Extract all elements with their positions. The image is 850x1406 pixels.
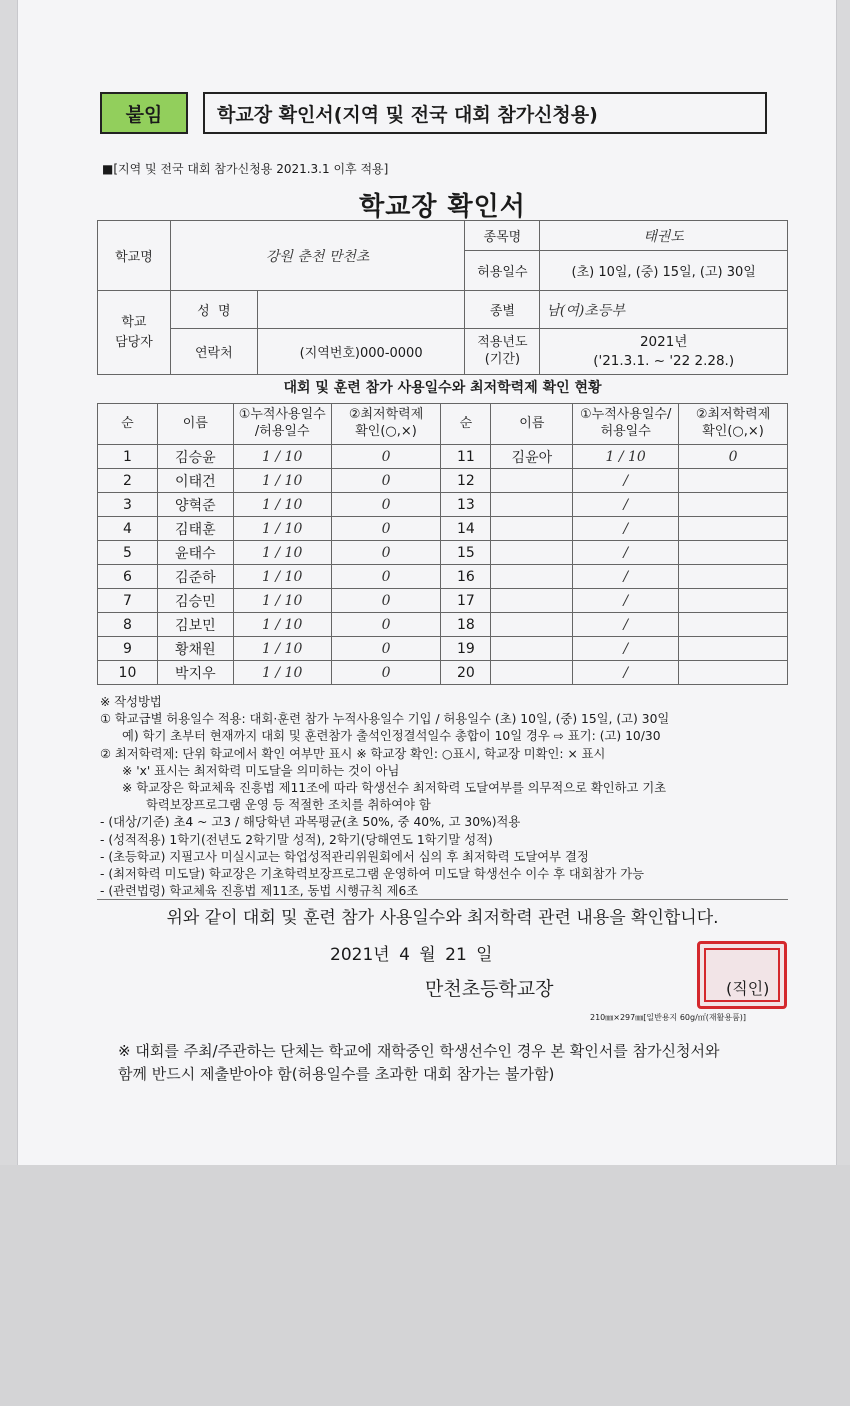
attachment-tag: 붙임 — [100, 92, 188, 134]
submission-note: ※ 대회를 주최/주관하는 단체는 학교에 재학중인 학생선수인 경우 본 확인서를 참가신청서와 함께 반드시 제출받아야 함(허용일수를 초과한 대회 참가는 불가함) — [118, 1042, 720, 1083]
used-days: 1 / 10 — [233, 445, 331, 469]
student-name — [491, 661, 573, 685]
col-header-name-2: 이름 — [491, 404, 573, 445]
table-row — [98, 469, 788, 493]
row-number: 17 — [441, 589, 491, 613]
student-name: 김승윤 — [157, 445, 233, 469]
grade-check — [679, 613, 788, 637]
student-name: 김준하 — [157, 565, 233, 589]
row-number: 4 — [98, 517, 158, 541]
col-header-no: 순 — [98, 404, 158, 445]
student-name — [491, 493, 573, 517]
col-header-check-2: ②최저학력제 확인(○,×) — [679, 404, 788, 445]
used-days: 1 / 10 — [233, 661, 331, 685]
category-value: 남(여)초등부 — [540, 291, 788, 329]
page-title: 학교장 확인서 — [359, 192, 526, 222]
row-number: 2 — [98, 469, 158, 493]
divider — [97, 899, 788, 900]
row-number: 7 — [98, 589, 158, 613]
student-name — [491, 565, 573, 589]
student-name: 박지우 — [157, 661, 233, 685]
used-days: 1 / 10 — [233, 589, 331, 613]
grade-check: 0 — [331, 517, 441, 541]
category-label: 종별 — [465, 291, 540, 329]
instruction-line: - (대상/기준) 초4 ~ 고3 / 해당학년 과목평균(초 50%, 중 40%, 고 30%)적용 — [100, 815, 521, 830]
scan-background — [0, 1165, 850, 1406]
school-value: 강원 춘천 만천초 — [170, 221, 465, 291]
instruction-line: - (관련법령) 학교체육 진흥법 제11조, 동법 시행규칙 제6조 — [100, 884, 419, 899]
used-days: / — [573, 637, 679, 661]
used-days: / — [573, 469, 679, 493]
col-header-days: ①누적사용일수 /허용일수 — [233, 404, 331, 445]
instruction-line: ※ 학교장은 학교체육 진흥법 제11조에 따라 학생선수 최저학력 도달여부를 의무적으로 확인하고 기초 — [122, 781, 667, 796]
school-label: 학교명 — [98, 221, 171, 291]
grade-check — [679, 469, 788, 493]
table-row — [98, 661, 788, 685]
student-name — [491, 613, 573, 637]
student-name: 김보민 — [157, 613, 233, 637]
student-name: 윤태수 — [157, 541, 233, 565]
grade-check — [679, 517, 788, 541]
instruction-line: - (성적적용) 1학기(전년도 2학기말 성적), 2학기(당해연도 1학기말 성적) — [100, 832, 493, 847]
student-name — [491, 589, 573, 613]
table-row — [98, 613, 788, 637]
row-number: 1 — [98, 445, 158, 469]
contact-label: 연락처 — [170, 329, 257, 375]
section-title: 대회 및 훈련 참가 사용일수와 최저학력제 확인 현황 — [283, 380, 602, 396]
instruction-line: - (초등학교) 지필고사 미실시교는 학업성적관리위원회에서 심의 후 최저학력 도달여부 결정 — [100, 849, 589, 864]
row-number: 9 — [98, 637, 158, 661]
row-number: 15 — [441, 541, 491, 565]
contact-value: (지역번호)000-0000 — [257, 329, 465, 375]
grade-check — [679, 493, 788, 517]
row-number: 13 — [441, 493, 491, 517]
allowed-days-value: (초) 10일, (중) 15일, (고) 30일 — [540, 251, 788, 291]
grade-check: 0 — [331, 541, 441, 565]
grade-check — [679, 541, 788, 565]
instruction-line: 예) 학기 초부터 현재까지 대회 및 훈련참가 출석인정결석일수 총합이 10일 경우 ⇨ 표기: (고) 10/30 — [122, 729, 661, 744]
used-days: / — [573, 613, 679, 637]
row-number: 20 — [441, 661, 491, 685]
used-days: 1 / 10 — [233, 565, 331, 589]
year-value: 2021년 ('21.3.1. ~ '22 2.28.) — [540, 329, 788, 375]
used-days: / — [573, 565, 679, 589]
used-days: 1 / 10 — [233, 469, 331, 493]
row-number: 16 — [441, 565, 491, 589]
table-row — [98, 517, 788, 541]
grade-check: 0 — [331, 565, 441, 589]
grade-check: 0 — [331, 493, 441, 517]
allowed-days-label: 허용일수 — [465, 251, 540, 291]
used-days: 1 / 10 — [573, 445, 679, 469]
grade-check — [679, 637, 788, 661]
grade-check — [679, 661, 788, 685]
row-number: 8 — [98, 613, 158, 637]
student-name: 김승민 — [157, 589, 233, 613]
info-table — [97, 220, 788, 375]
table-row — [98, 541, 788, 565]
name-label: 성 명 — [170, 291, 257, 329]
grade-check: 0 — [331, 661, 441, 685]
instruction-line: ※ 'x' 표시는 최저학력 미도달을 의미하는 것이 아님 — [122, 763, 400, 778]
row-number: 3 — [98, 493, 158, 517]
row-number: 10 — [98, 661, 158, 685]
used-days: 1 / 10 — [233, 541, 331, 565]
grade-check: 0 — [331, 637, 441, 661]
grade-check: 0 — [331, 613, 441, 637]
document-header-title: 학교장 확인서(지역 및 전국 대회 참가신청용) — [203, 92, 767, 134]
col-header-no-2: 순 — [441, 404, 491, 445]
student-name: 양혁준 — [157, 493, 233, 517]
col-header-days-2: ①누적사용일수/ 허용일수 — [573, 404, 679, 445]
name-value — [257, 291, 465, 329]
table-row — [98, 637, 788, 661]
sport-label: 종목명 — [465, 221, 540, 251]
table-row — [98, 493, 788, 517]
student-name: 김태훈 — [157, 517, 233, 541]
col-header-check: ②최저학력제 확인(○,×) — [331, 404, 441, 445]
used-days: / — [573, 661, 679, 685]
manager-label: 학교 담당자 — [98, 291, 171, 375]
instruction-line: ① 학교급별 허용일수 적용: 대회·훈련 참가 누적사용일수 기입 / 허용일수 (초) 10일, (중) 15일, (고) 30일 — [100, 712, 670, 727]
principal-title: 만천초등학교장 — [425, 978, 554, 1000]
seal-label: (직인) — [726, 979, 770, 998]
grade-check: 0 — [679, 445, 788, 469]
instruction-line: 학력보장프로그램 운영 등 적절한 조치를 취하여야 함 — [146, 798, 431, 813]
student-name: 황채원 — [157, 637, 233, 661]
sport-value: 태권도 — [540, 221, 788, 251]
student-name — [491, 517, 573, 541]
grade-check: 0 — [331, 469, 441, 493]
grade-check: 0 — [331, 589, 441, 613]
instructions-title: ※ 작성방법 — [100, 695, 162, 709]
grade-check — [679, 565, 788, 589]
used-days: 1 / 10 — [233, 517, 331, 541]
student-name — [491, 637, 573, 661]
student-name — [491, 469, 573, 493]
table-row — [98, 565, 788, 589]
used-days: 1 / 10 — [233, 613, 331, 637]
row-number: 11 — [441, 445, 491, 469]
used-days: / — [573, 589, 679, 613]
row-number: 6 — [98, 565, 158, 589]
used-days: 1 / 10 — [233, 493, 331, 517]
confirmation-statement: 위와 같이 대회 및 훈련 참가 사용일수와 최저학력 관련 내용을 확인합니다. — [166, 908, 719, 928]
signature-date: 2021년 4 월 21 일 — [330, 945, 493, 965]
instruction-line: ② 최저학력제: 단위 학교에서 확인 여부만 표시 ※ 학교장 확인: ○표시, 학교장 미확인: × 표시 — [100, 746, 606, 761]
col-header-name: 이름 — [157, 404, 233, 445]
paper-spec: 210㎜×297㎜[일반용지 60g/㎡(재활용품)] — [590, 1013, 747, 1022]
applicability-note: ■[지역 및 전국 대회 참가신청용 2021.3.1 이후 적용] — [102, 162, 389, 176]
instruction-line: - (최저학력 미도달) 학교장은 기초학력보장프로그램 운영하여 미도달 학생선수 이수 후 대회참가 가능 — [100, 867, 645, 882]
grade-check: 0 — [331, 445, 441, 469]
row-number: 18 — [441, 613, 491, 637]
student-table — [97, 403, 788, 685]
table-row — [98, 445, 788, 469]
row-number: 19 — [441, 637, 491, 661]
row-number: 12 — [441, 469, 491, 493]
used-days: / — [573, 493, 679, 517]
row-number: 5 — [98, 541, 158, 565]
year-label: 적용년도 (기간) — [465, 329, 540, 375]
instructions — [100, 694, 800, 900]
table-row — [98, 589, 788, 613]
used-days: 1 / 10 — [233, 637, 331, 661]
used-days: / — [573, 541, 679, 565]
grade-check — [679, 589, 788, 613]
student-name: 김윤아 — [491, 445, 573, 469]
used-days: / — [573, 517, 679, 541]
student-name — [491, 541, 573, 565]
student-name: 이태건 — [157, 469, 233, 493]
row-number: 14 — [441, 517, 491, 541]
